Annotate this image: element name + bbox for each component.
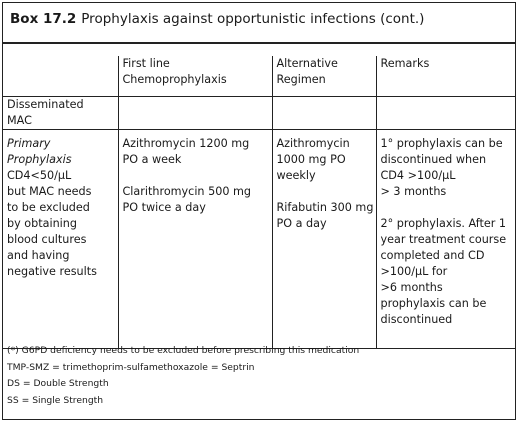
indication-text: CD4<50/µL but MAC needs to be excluded by obtaining blood cultures and having negative results (7, 169, 97, 278)
spacer (277, 184, 374, 200)
footnote-ss: SS = Single Strength (7, 394, 104, 406)
first-line-drug-2: Clarithromycin 500 mg PO twice a day (122, 185, 251, 214)
spacer (381, 200, 514, 216)
footnotes (7, 343, 359, 409)
header-alternative: Alternative Regimen (272, 56, 376, 97)
alternative-drug-2: Rifabutin 300 mg PO a day (276, 201, 374, 230)
condition-empty-cell (118, 97, 272, 130)
primary-prophylaxis-label: Primary Prophylaxis (7, 137, 72, 166)
title-divider (3, 42, 515, 44)
footnote-tmp-smz: TMP-SMZ = trimethoprim-sulfamethoxazole = Septrin (7, 361, 255, 373)
indication-cell (3, 130, 118, 349)
prophylaxis-box (2, 2, 516, 420)
condition-row (3, 97, 515, 130)
header-empty (3, 56, 118, 97)
footnote-ds: DS = Double Strength (7, 378, 109, 389)
box-title-text: Prophylaxis against opportunistic infections (cont.) (81, 11, 425, 27)
alternative-drug-1: Azithromycin 1000 mg PO weekly (276, 137, 350, 182)
box-title (10, 11, 424, 27)
first-line-drug-1: Azithromycin 1200 mg PO a week (122, 137, 250, 166)
remarks-cell (376, 130, 515, 349)
prophylaxis-table (3, 56, 515, 349)
remark-2: 2° prophylaxis. After 1 year treatment course completed and CD >100/µL for >6 months prophylaxis can be discontinued (380, 217, 507, 326)
first-line-cell (118, 130, 272, 349)
header-remarks: Remarks (376, 56, 515, 97)
footnote-g6pd: (*) G6PD deficiency needs to be excluded before prescribing this medication (7, 345, 360, 356)
box-number: Box 17.2 (10, 11, 77, 27)
spacer (123, 168, 270, 184)
header-first-line: First line Chemoprophylaxis (118, 56, 272, 97)
alternative-cell (272, 130, 376, 349)
detail-row (3, 130, 515, 349)
condition-empty-cell (272, 97, 376, 130)
header-row (3, 56, 515, 97)
condition-empty-cell (376, 97, 515, 130)
condition-cell: Disseminated MAC (3, 97, 118, 130)
remark-1: 1° prophylaxis can be discontinued when CD4 >100/µL > 3 months (380, 137, 503, 198)
